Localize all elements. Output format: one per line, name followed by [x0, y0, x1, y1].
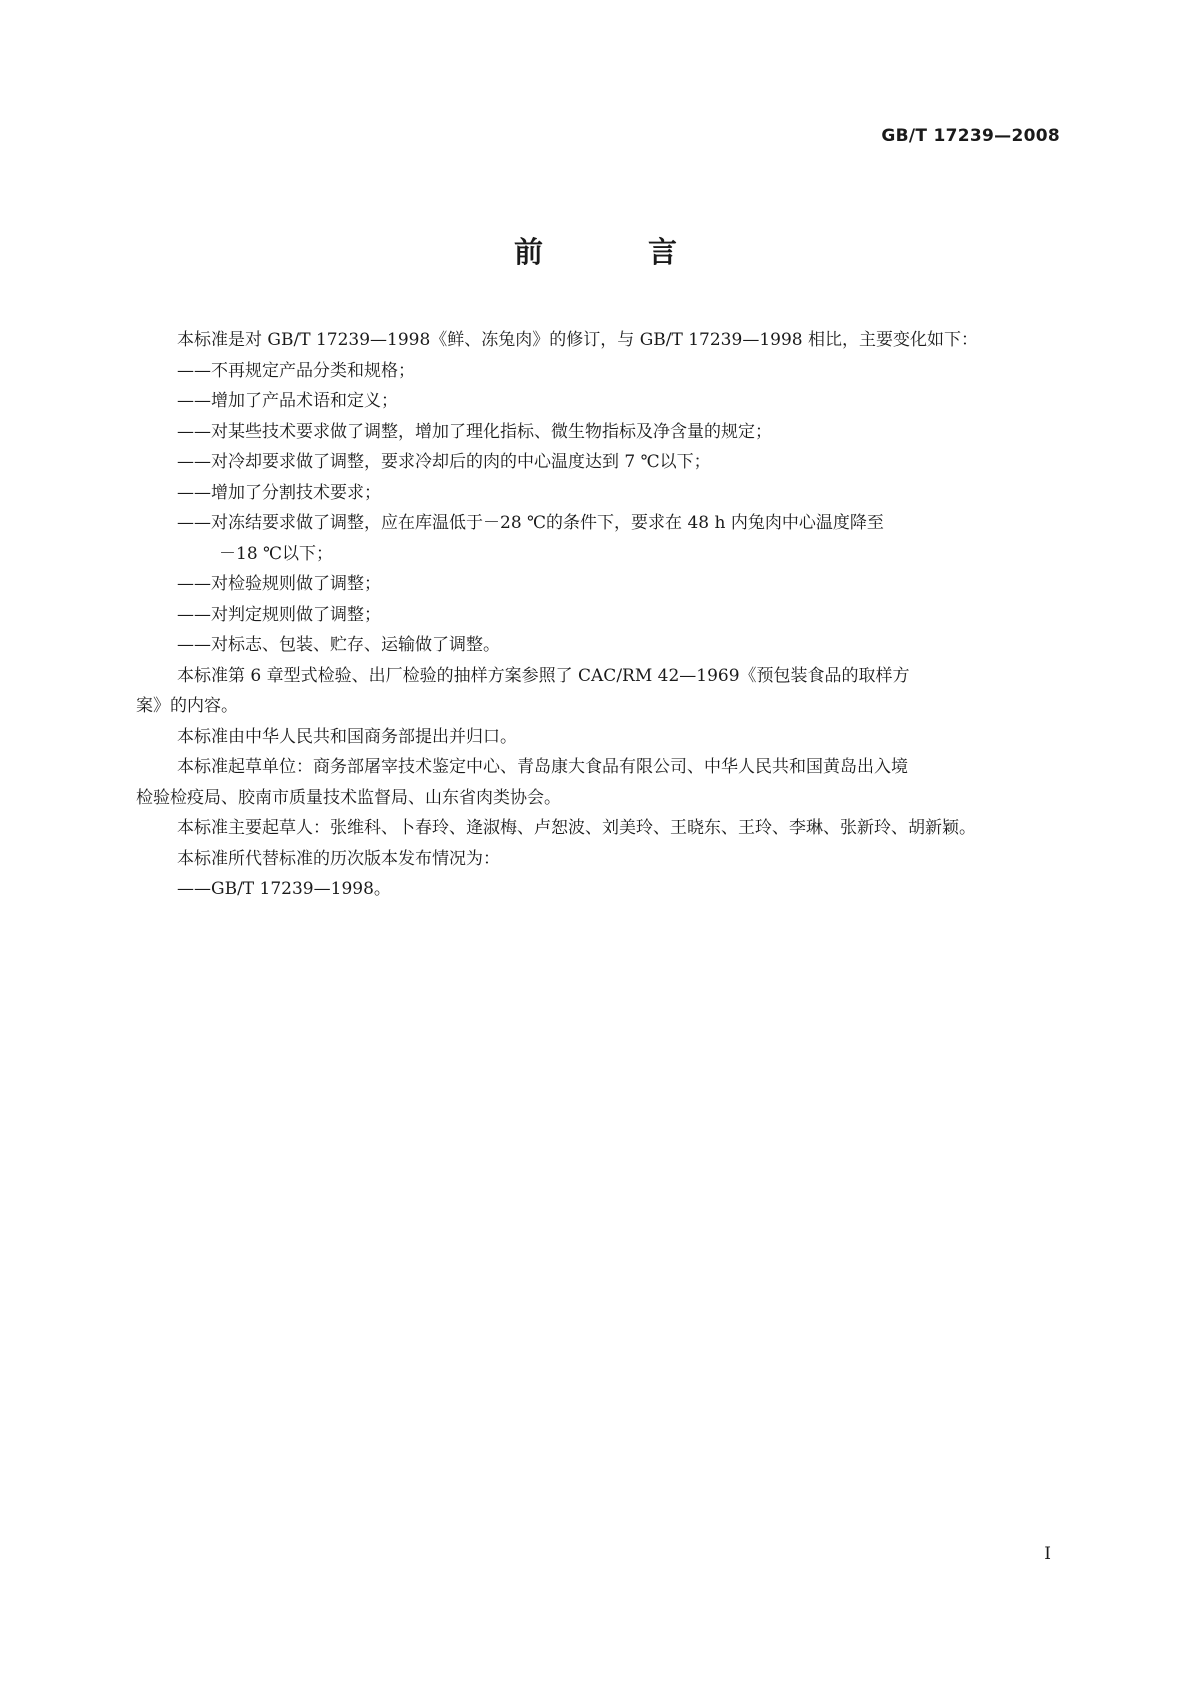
proposer-paragraph: 本标准由中华人民共和国商务部提出并归口。: [177, 726, 517, 747]
change-item: ——对判定规则做了调整；: [177, 604, 381, 625]
sampling-paragraph-continuation: 案》的内容。: [136, 696, 238, 716]
change-item-continuation: －18 ℃以下；: [219, 543, 334, 564]
page-number: Ⅰ: [1044, 1544, 1051, 1564]
drafting-units-paragraph: 本标准起草单位：商务部屠宰技术鉴定中心、青岛康大食品有限公司、中华人民共和国黄岛出入境: [177, 757, 908, 777]
history-item: ——GB/T 17239—1998。: [177, 879, 391, 899]
page-title: 前 言: [513, 235, 715, 269]
change-item: ——增加了分割技术要求；: [177, 482, 381, 503]
standard-code: GB/T 17239—2008: [881, 126, 1060, 146]
change-item: ——对冷却要求做了调整，要求冷却后的肉的中心温度达到 7 ℃以下；: [177, 452, 711, 472]
change-item: ——对检验规则做了调整；: [177, 574, 381, 594]
drafting-units-continuation: 检验检疫局、胶南市质量技术监督局、山东省肉类协会。: [136, 787, 561, 808]
change-item: ——对冻结要求做了调整，应在库温低于－28 ℃的条件下，要求在 48 h 内兔肉中心温度降至: [177, 513, 884, 533]
drafters-paragraph: 本标准主要起草人：张维科、卜春玲、逄淑梅、卢恕波、刘美玲、王晓东、王玲、李琳、张新玲、胡新颖。: [177, 818, 976, 838]
sampling-paragraph: 本标准第 6 章型式检验、出厂检验的抽样方案参照了 CAC/RM 42—1969《预包装食品的取样方: [177, 665, 910, 686]
foreword-body: [136, 325, 1056, 905]
change-item: ——不再规定产品分类和规格；: [177, 360, 415, 381]
change-item: ——增加了产品术语和定义；: [177, 391, 398, 411]
change-item: ——对标志、包装、贮存、运输做了调整。: [177, 635, 500, 655]
change-item: ——对某些技术要求做了调整，增加了理化指标、微生物指标及净含量的规定；: [177, 421, 772, 442]
intro-paragraph: 本标准是对 GB/T 17239—1998《鲜、冻兔肉》的修订，与 GB/T 17239—1998 相比，主要变化如下：: [177, 330, 978, 350]
history-paragraph: 本标准所代替标准的历次版本发布情况为：: [177, 848, 500, 869]
